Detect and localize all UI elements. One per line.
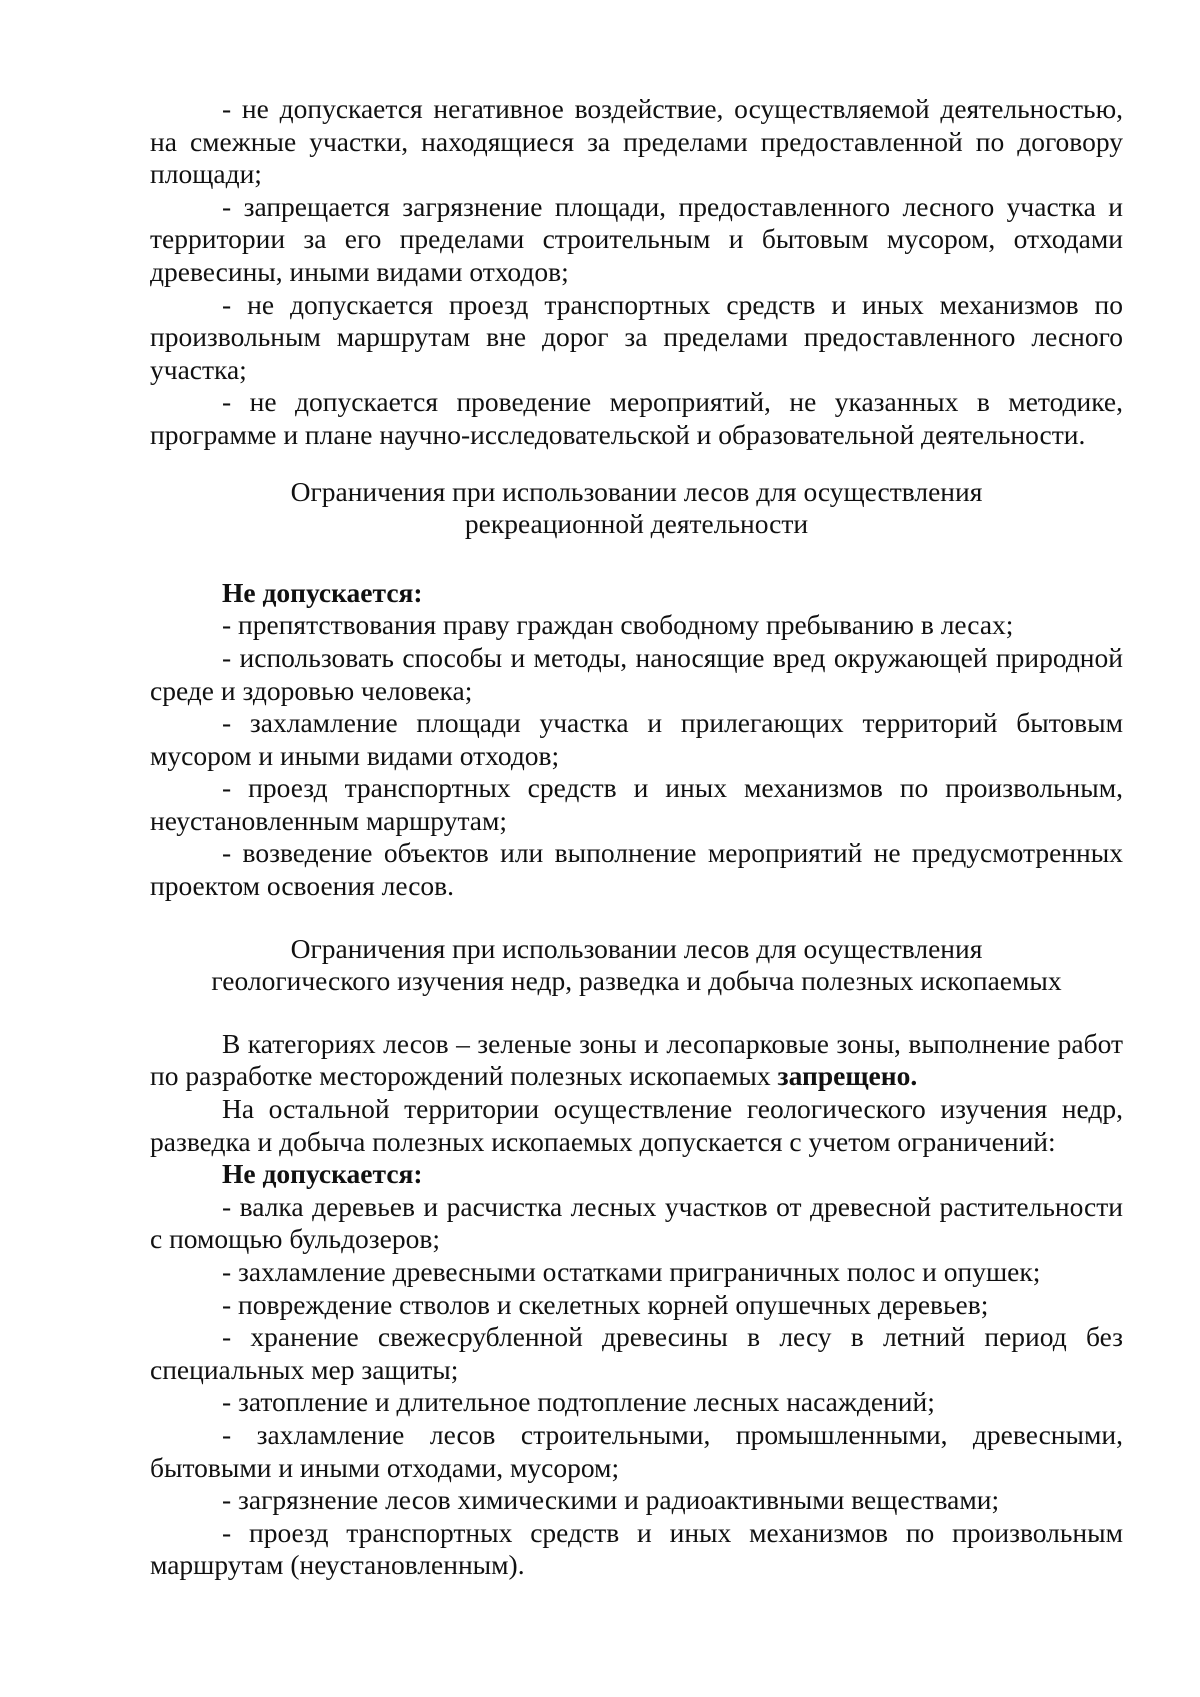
restriction-item: - загрязнение лесов химическими и радиоактивными веществами; — [222, 1484, 1000, 1516]
lead-not-allowed: Не допускается: — [222, 1158, 423, 1190]
heading-line: Ограничения при использовании лесов для осуществления — [290, 475, 983, 507]
restriction-item: - повреждение стволов и скелетных корней опушечных деревьев; — [222, 1288, 989, 1320]
restriction-item: - валка деревьев и расчистка лесных участков от древесной растительности с помощью бульдозеров; — [150, 1190, 1123, 1255]
heading-line: Ограничения при использовании лесов для осуществления — [290, 932, 983, 964]
restriction-item: - затопление и длительное подтопление лесных насаждений; — [222, 1386, 935, 1418]
paragraph-text: В категориях лесов – зеленые зоны и лесопарковые зоны, выполнение работ по разработке месторождений полезных ископаемых — [150, 1027, 1123, 1092]
heading-line: рекреационной деятельности — [464, 508, 809, 540]
paragraph-other-territory: На остальной территории осуществление геологического изучения недр, разведка и добыча полезных ископаемых допускается с учетом ограничений: — [150, 1093, 1123, 1157]
section-heading-geology — [150, 933, 1123, 998]
section-heading-recreation — [150, 476, 1123, 541]
restriction-item: - захламление площади участка и прилегающих территорий бытовым мусором и иными видами отходов; — [150, 707, 1123, 771]
restriction-item: - препятствования праву граждан свободному пребыванию в лесах; — [222, 609, 1014, 641]
prohibited-word: запрещено. — [777, 1060, 918, 1092]
restriction-item: - запрещается загрязнение площади, предоставленного лесного участка и территории за его пределами строительным и бытовым мусором, отходами древесины, иными видами отходов; — [150, 190, 1123, 287]
restriction-item: - хранение свежесрубленной древесины в лесу в летний период без специальных мер защиты; — [150, 1321, 1123, 1385]
restriction-item: - не допускается негативное воздействие, осуществляемой деятельностью, на смежные участки, находящиеся за пределами предоставленной по договору площади; — [150, 93, 1123, 190]
lead-not-allowed: Не допускается: — [222, 576, 423, 608]
restriction-item: - проезд транспортных средств и иных механизмов по произвольным, неустановленным маршрутам; — [150, 772, 1123, 836]
restriction-item: - захламление древесными остатками приграничных полос и опушек; — [222, 1256, 1041, 1287]
paragraph-categories — [150, 1028, 1123, 1093]
restriction-item: - проезд транспортных средств и иных механизмов по произвольным маршрутам (неустановленным). — [150, 1516, 1123, 1581]
restriction-item: - возведение объектов или выполнение мероприятий не предусмотренных проектом освоения лесов. — [150, 837, 1123, 902]
restriction-item: - не допускается проведение мероприятий, не указанных в методике, программе и плане научно-исследовательской и образовательной деятельности. — [150, 386, 1123, 450]
document-page — [150, 93, 1123, 1582]
heading-line: геологического изучения недр, разведка и добыча полезных ископаемых — [211, 965, 1062, 997]
restriction-item: - захламление лесов строительными, промышленными, древесными, бытовыми и иными отходами, мусором; — [150, 1418, 1123, 1483]
restriction-item: - использовать способы и методы, наносящие вред окружающей природной среде и здоровью человека; — [150, 641, 1123, 706]
restriction-item: - не допускается проезд транспортных средств и иных механизмов по произвольным маршрутам вне дорог за пределами предоставленного лесного участка; — [150, 288, 1123, 385]
